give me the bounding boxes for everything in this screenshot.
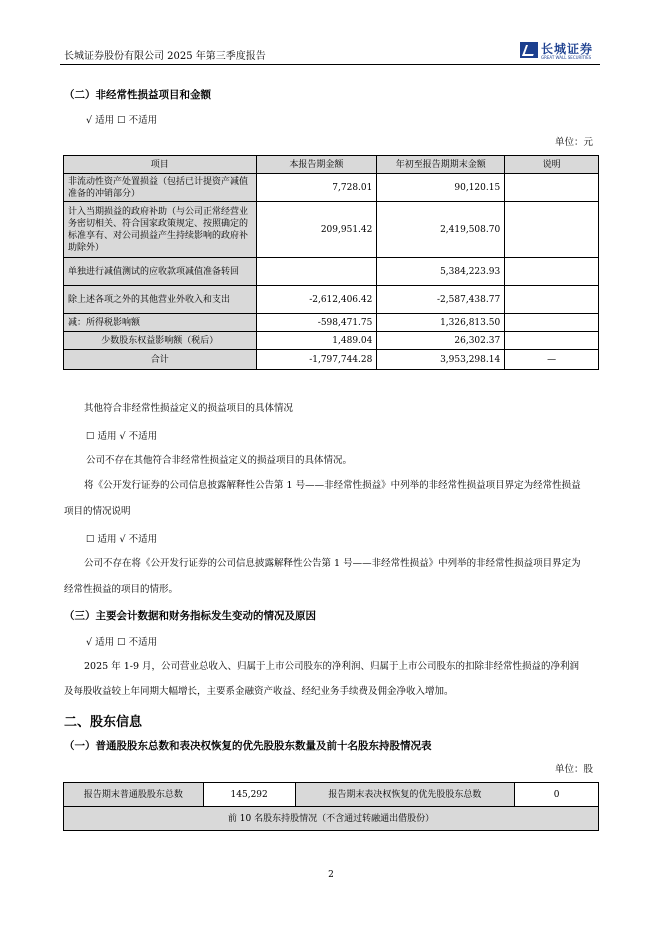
row-ytd: 5,384,223.93 (377, 258, 505, 286)
row-note (505, 286, 599, 314)
row-current (256, 258, 377, 286)
row-note (505, 174, 599, 202)
table-row (64, 314, 599, 332)
label-preferred-shareholders: 报告期末表决权恢复的优先股股东总数 (295, 783, 515, 807)
logo-subtext: GREAT WALL SECURITIES (541, 55, 592, 60)
row-item: 计入当期损益的政府补助（与公司正常经营业务密切相关、符合国家政策规定、按照确定的标准享有、对公司损益产生持续影响的政府补助除外） (64, 202, 257, 258)
row-ytd: 90,120.15 (377, 174, 505, 202)
row-ytd: -2,587,438.77 (377, 286, 505, 314)
shareholder-summary-table (63, 782, 599, 831)
changes-paragraph-line2: 及每股收益较上年同期大幅增长，主要系金融资产收益、经纪业务手续费及佣金净收入增加。 (64, 686, 454, 697)
row-item: 非流动性资产处置损益（包括已计提资产减值准备的冲销部分） (64, 174, 257, 202)
col-header-item: 项目 (64, 156, 257, 174)
table-row (64, 258, 599, 286)
row-note (505, 258, 599, 286)
total-current: -1,797,744.28 (256, 350, 377, 370)
table-row (64, 783, 599, 807)
applicable-checkbox-rule: ☐ 适用 √ 不适用 (86, 534, 158, 545)
rule-text-line2: 经常性损益的项目的情形。 (64, 584, 179, 595)
rule-paragraph-line1: 将《公开发行证券的公司信息披露解释性公告第 1 号——非经常性损益》中列举的非经常性损益项目界定为经常性损益 (84, 480, 581, 491)
shareholder-sub-heading: （一）普通股股东总数和表决权恢复的优先股股东数量及前十名股东持股情况表 (64, 740, 432, 752)
table-row (64, 332, 599, 350)
label-common-shareholders: 报告期末普通股股东总数 (64, 783, 204, 807)
row-current: -2,612,406.42 (256, 286, 377, 314)
row-ytd: 1,326,813.50 (377, 314, 505, 332)
table-row (64, 202, 599, 258)
table-row (64, 286, 599, 314)
total-label: 合计 (64, 350, 257, 370)
page-number: 2 (328, 870, 334, 880)
shareholder-section-title: 二、股东信息 (64, 715, 143, 730)
table-total-row (64, 350, 599, 370)
applicable-checkbox-changes: √ 适用 ☐ 不适用 (86, 637, 158, 648)
col-header-current: 本报告期金额 (256, 156, 377, 174)
other-items-title: 其他符合非经常性损益定义的损益项目的具体情况 (84, 403, 294, 414)
value-common-shareholders: 145,292 (203, 783, 295, 807)
col-header-ytd: 年初至报告期期末金额 (377, 156, 505, 174)
table-header-row (64, 156, 599, 174)
rule-text-line1: 公司不存在将《公开发行证券的公司信息披露解释性公告第 1 号——非经常性损益》中列举的非经常性损益项目界定为 (84, 558, 581, 569)
row-item: 单独进行减值测试的应收款项减值准备转回 (64, 258, 257, 286)
row-item: 减：所得税影响额 (64, 314, 257, 332)
table-row (64, 174, 599, 202)
logo-text: 长城证券 (541, 42, 594, 56)
row-note (505, 314, 599, 332)
unit-label-shares: 单位：股 (555, 764, 594, 775)
value-preferred-shareholders: 0 (515, 783, 599, 807)
company-logo (520, 40, 602, 62)
row-current: -598,471.75 (256, 314, 377, 332)
col-header-note: 说明 (505, 156, 599, 174)
section-heading-changes: （三）主要会计数据和财务指标发生变动的情况及原因 (64, 610, 316, 622)
header-divider (60, 64, 600, 65)
row-ytd: 26,302.37 (377, 332, 505, 350)
row-item: 除上述各项之外的其他营业外收入和支出 (64, 286, 257, 314)
other-items-text: 公司不存在其他符合非经常性损益定义的损益项目的具体情况。 (86, 455, 353, 466)
unit-label-yuan: 单位：元 (555, 137, 594, 148)
logo-mark-icon (520, 42, 538, 58)
row-current: 209,951.42 (256, 202, 377, 258)
applicable-checkbox-other: ☐ 适用 √ 不适用 (86, 431, 158, 442)
rule-paragraph-line2: 项目的情况说明 (64, 506, 131, 517)
total-ytd: 3,953,298.14 (377, 350, 505, 370)
applicable-checkbox-nonrecurring: √ 适用 ☐ 不适用 (86, 115, 158, 126)
report-header-title: 长城证券股份有限公司 2025 年第三季度报告 (64, 51, 266, 62)
nonrecurring-table (63, 155, 599, 370)
row-ytd: 2,419,508.70 (377, 202, 505, 258)
total-note: — (505, 350, 599, 370)
top10-caption: 前 10 名股东持股情况（不含通过转融通出借股份） (64, 807, 599, 831)
row-item: 少数股东权益影响额（税后） (64, 332, 257, 350)
section-heading-nonrecurring: （二）非经常性损益项目和金额 (64, 89, 211, 101)
row-note (505, 332, 599, 350)
changes-paragraph-line1: 2025 年 1-9 月，公司营业总收入、归属于上市公司股东的净利润、归属于上市公司股东的扣除非经常性损益的净利润 (84, 661, 580, 672)
table-row (64, 807, 599, 831)
row-current: 1,489.04 (256, 332, 377, 350)
row-note (505, 202, 599, 258)
row-current: 7,728.01 (256, 174, 377, 202)
